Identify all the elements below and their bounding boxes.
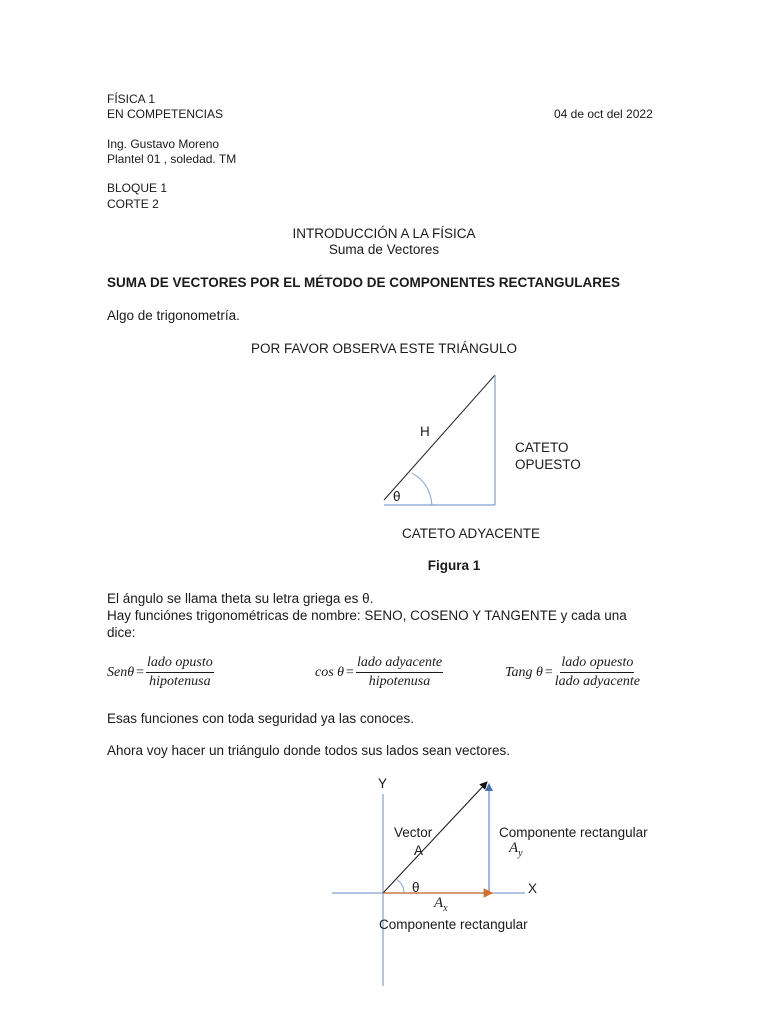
date-label: 04 de oct del 2022	[554, 107, 653, 121]
block-label: BLOQUE 1	[107, 181, 168, 195]
formula-denominator: hipotenusa	[149, 674, 211, 689]
theta-arc	[396, 879, 404, 893]
document-subtitle: Suma de Vectores	[328, 242, 440, 257]
ax-component-label: Componente rectangular	[379, 917, 528, 932]
formula-numerator: lado opuesto	[560, 655, 634, 673]
angle-arc	[412, 473, 432, 505]
figure1-caption: Figura 1	[427, 558, 481, 573]
document-title: INTRODUCCIÓN A LA FÍSICA	[292, 226, 476, 241]
cosine-formula: cos θ = $\frac{\text{lado adyacente}}{\text{hipotenusa}}$	[315, 655, 443, 689]
formula-numerator: lado adyacente	[356, 655, 443, 673]
vector-label-line2: A	[414, 843, 424, 858]
subject-label: FÍSICA 1	[107, 92, 156, 106]
vectors-paragraph: Ahora voy hacer un triángulo donde todos sus lados sean vectores.	[107, 743, 511, 758]
school-name: Plantel 01 , soledad. TM	[107, 152, 237, 166]
formula-lhs: Senθ	[107, 664, 135, 680]
ay-symbol-letter: A	[509, 840, 519, 856]
known-functions-paragraph: Esas funciones con toda seguridad ya las conoces.	[107, 711, 414, 726]
y-axis-label: Y	[378, 776, 388, 791]
ax-symbol-subscript: x	[443, 903, 448, 914]
tangent-formula: Tang θ = $\frac{\text{lado opuesto}}{\text{lado adyacente}}$	[505, 655, 640, 689]
formula-denominator: hipotenusa	[368, 674, 431, 689]
ay-symbol-subscript: y	[518, 848, 523, 859]
opposite-label-line2: OPUESTO	[515, 457, 581, 472]
term-label: CORTE 2	[107, 197, 159, 211]
opposite-label-line1: CATETO	[515, 440, 569, 455]
formula-denominator: lado adyacente	[554, 674, 640, 689]
formula-numerator: lado opusto	[146, 655, 214, 673]
sine-formula: Senθ = $\frac{\text{lado opusto}}{\text{hipotenusa}}$	[107, 655, 213, 689]
formula-lhs: Tang θ	[505, 664, 543, 680]
ay-symbol	[509, 840, 523, 859]
teacher-name: Ing. Gustavo Moreno	[107, 137, 220, 151]
angle-theta-label: θ	[393, 489, 401, 504]
figure1-prompt: POR FAVOR OBSERVA ESTE TRIÁNGULO	[250, 341, 518, 356]
vector-diagram	[320, 770, 550, 990]
x-axis-label: X	[528, 881, 538, 896]
ax-symbol	[434, 895, 448, 914]
program-label: EN COMPETENCIAS	[107, 107, 224, 121]
theta-paragraph: El ángulo se llama theta su letra griega es θ.	[107, 591, 374, 606]
formula-lhs: cos θ	[315, 664, 345, 680]
ay-component-label: Componente rectangular	[499, 825, 648, 840]
hypotenuse-label: H	[420, 424, 430, 439]
functions-paragraph-line1: Hay funciónes trigonométricas de nombre: SENO, COSENO Y TANGENTE y cada una	[107, 608, 627, 623]
adjacent-label: CATETO ADYACENTE	[402, 526, 541, 541]
hypotenuse-line	[384, 375, 495, 500]
section-heading: SUMA DE VECTORES POR EL MÉTODO DE COMPONENTES RECTANGULARES	[107, 275, 621, 290]
intro-text: Algo de trigonometría.	[107, 308, 240, 323]
functions-paragraph-line2: dice:	[107, 625, 136, 640]
ax-symbol-letter: A	[434, 895, 444, 911]
vector-label-line1: Vector	[394, 825, 433, 840]
theta-label: θ	[412, 880, 420, 895]
